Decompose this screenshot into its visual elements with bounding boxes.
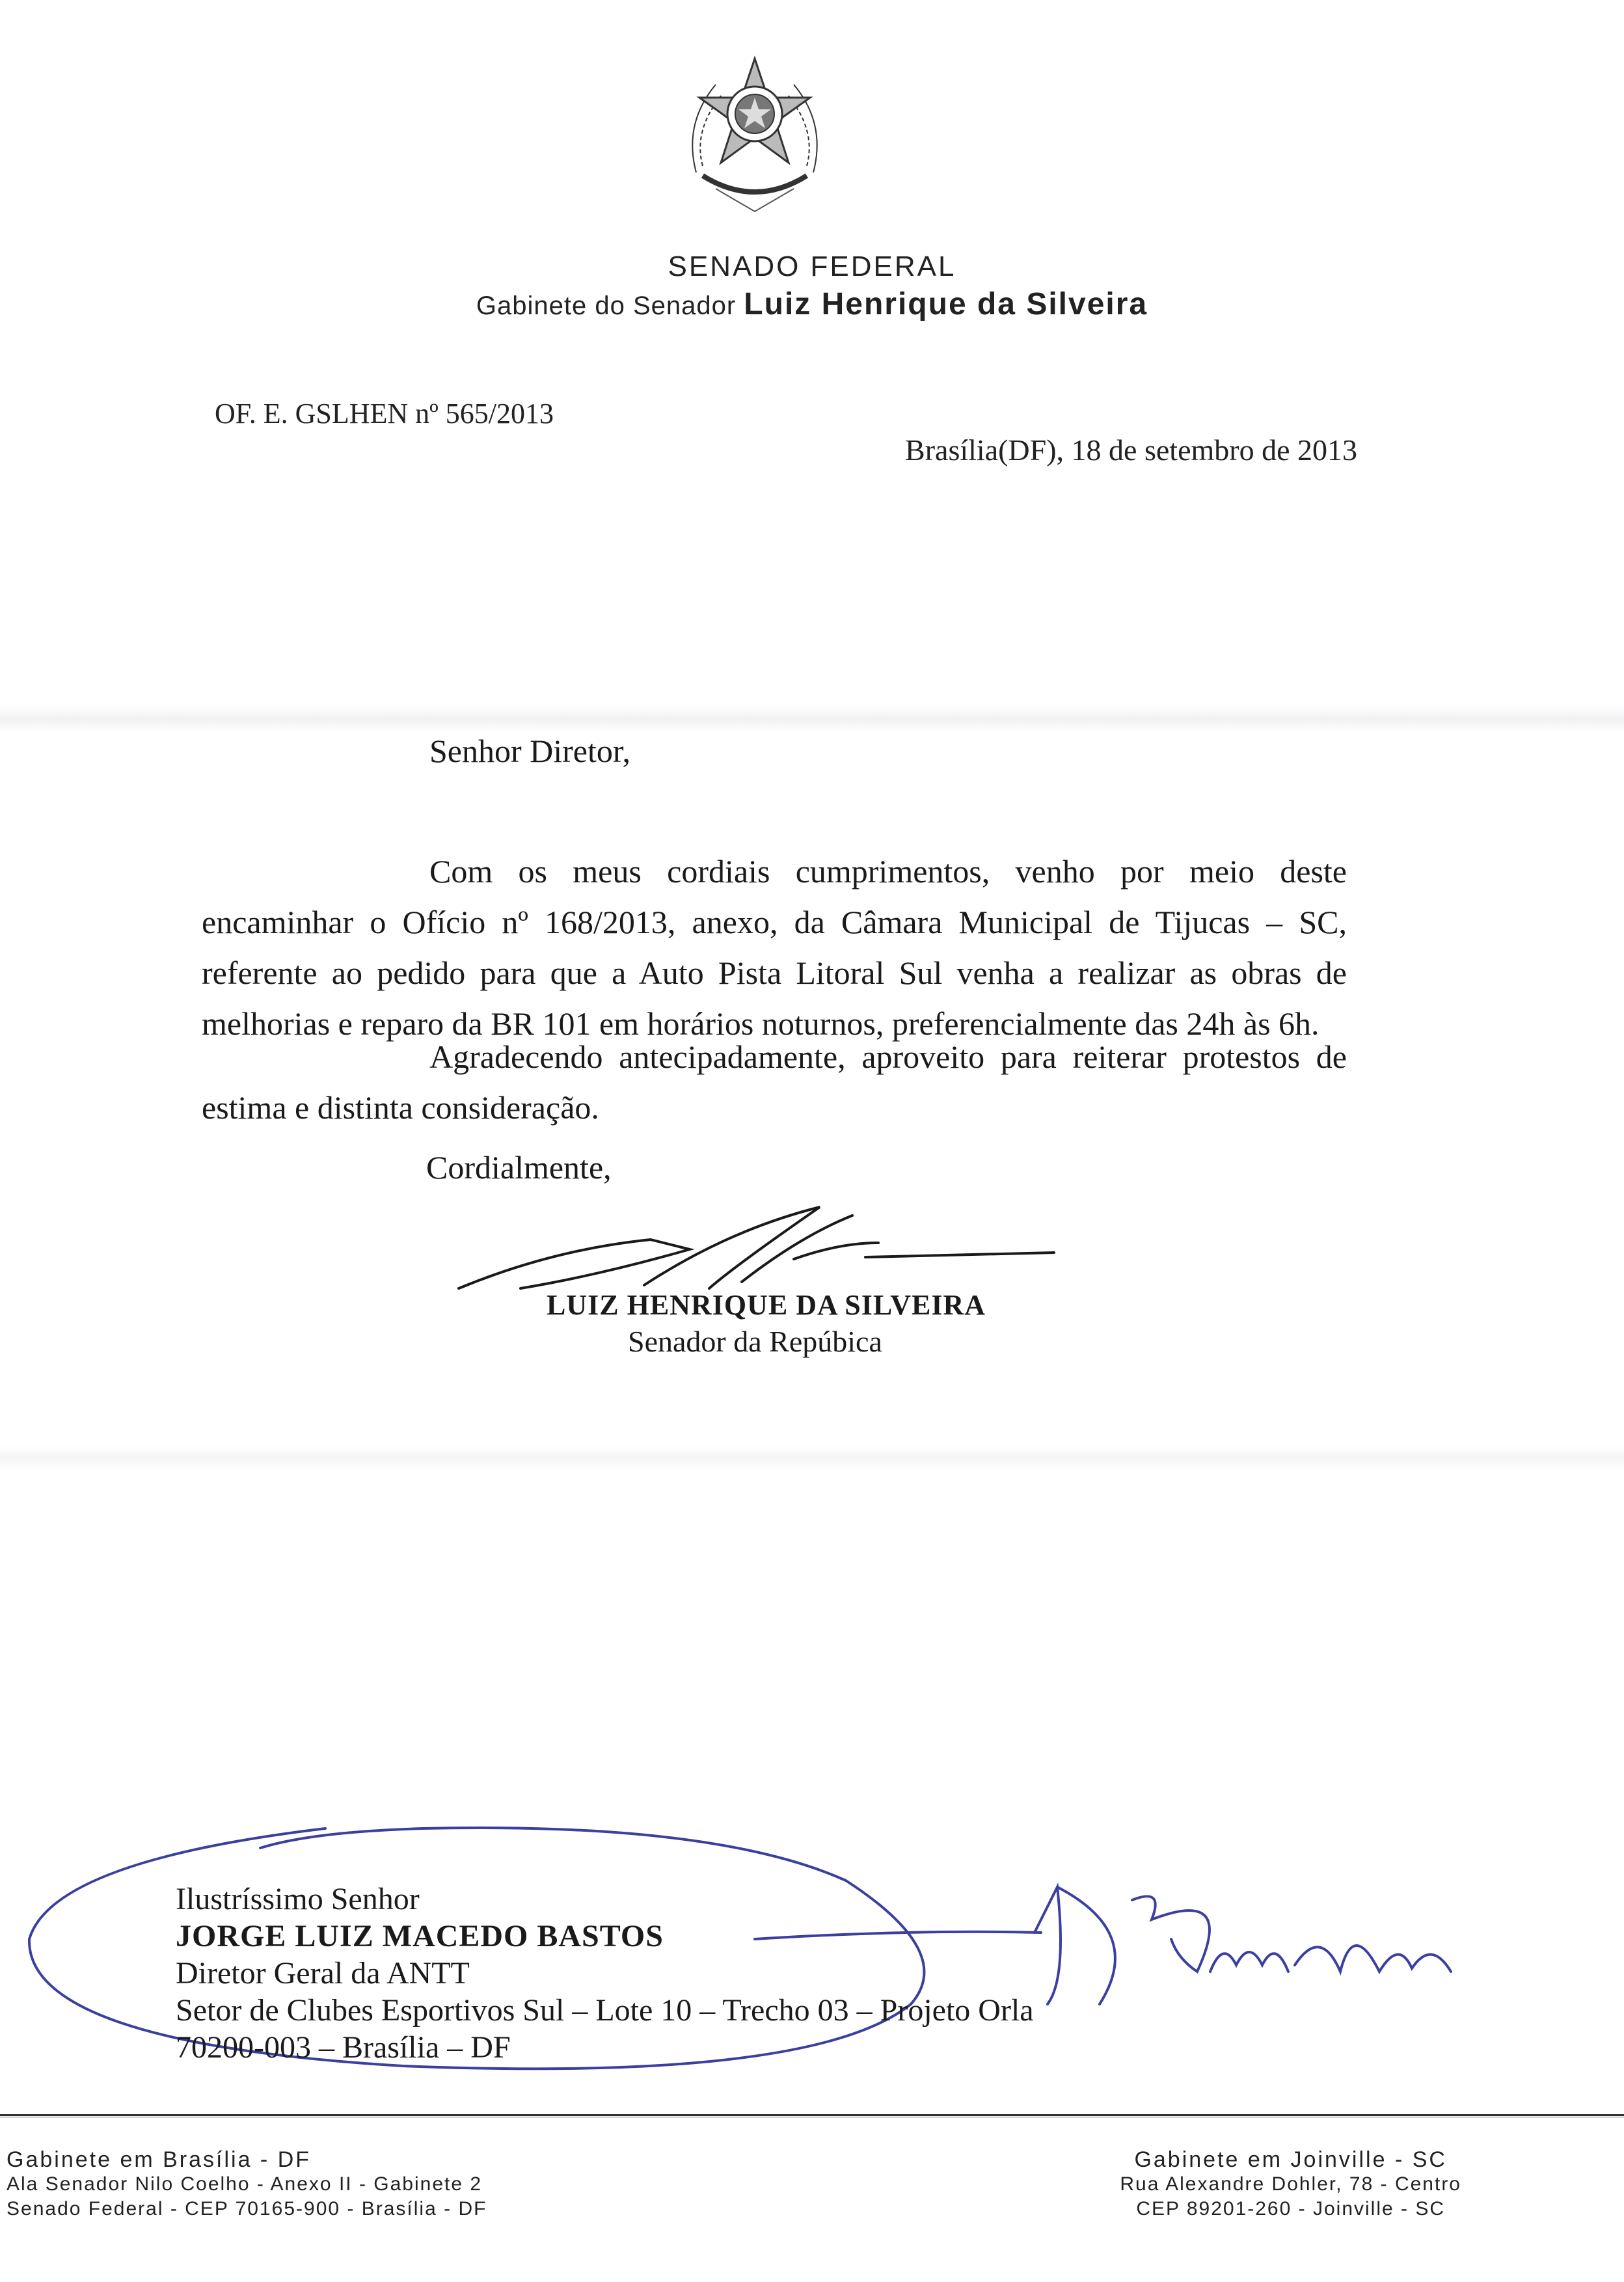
addressee-greeting: Ilustríssimo Senhor bbox=[176, 1882, 420, 1916]
office-line bbox=[0, 286, 1624, 322]
footer-left-line2: Senado Federal - CEP 70165-900 - Brasília - DF bbox=[7, 2198, 487, 2220]
letter-date: Brasília(DF), 18 de setembro de 2013 bbox=[905, 433, 1357, 467]
footer-left-line1: Ala Senador Nilo Coelho - Anexo II - Gabinete 2 bbox=[7, 2173, 483, 2195]
closing: Cordialmente, bbox=[426, 1149, 612, 1186]
signer-name: LUIZ HENRIQUE DA SILVEIRA bbox=[547, 1289, 986, 1321]
addressee-block bbox=[176, 1881, 1034, 2066]
footer-divider bbox=[0, 2112, 1624, 2119]
salutation: Senhor Diretor, bbox=[429, 733, 631, 769]
paper-fold-shadow bbox=[0, 706, 1624, 732]
signer-title: Senador da Repúbica bbox=[628, 1325, 882, 1358]
body-paragraph-2: Agradecendo antecipadamente, aproveito para reiterar protestos de estima e distinta consideração. bbox=[202, 1039, 1347, 1126]
paper-fold-shadow bbox=[0, 1445, 1624, 1471]
footer-right-line1: Rua Alexandre Dohler, 78 - Centro bbox=[1120, 2173, 1461, 2195]
footer-joinville-office bbox=[1120, 2147, 1461, 2221]
coat-of-arms-icon bbox=[677, 46, 833, 221]
footer-right-line2: CEP 89201-260 - Joinville - SC bbox=[1136, 2198, 1446, 2220]
addressee-name: JORGE LUIZ MACEDO BASTOS bbox=[176, 1919, 664, 1953]
footer-left-title: Gabinete em Brasília - DF bbox=[7, 2147, 312, 2172]
footer-right-title: Gabinete em Joinville - SC bbox=[1134, 2147, 1447, 2172]
senator-name: Luiz Henrique da Silveira bbox=[744, 287, 1148, 321]
addressee-role: Diretor Geral da ANTT bbox=[176, 1956, 470, 1990]
office-prefix: Gabinete do Senador bbox=[476, 292, 737, 320]
addressee-postal: 70200-003 – Brasília – DF bbox=[176, 2030, 511, 2065]
reference-number: OF. E. GSLHEN nº 565/2013 bbox=[215, 398, 554, 429]
footer-brasilia-office bbox=[7, 2147, 487, 2221]
body-paragraph-1: Com os meus cordiais cumprimentos, venho por meio deste encaminhar o Ofício nº 168/2013, anexo, da Câmara Municipal de Tijucas – SC, referente ao pedido para que a Auto Pista Litoral Sul venha a realizar as obras de melhorias e reparo da BR 101 em horários noturnos, preferencialmente das 24h às 6h. bbox=[202, 853, 1347, 1042]
addressee-address: Setor de Clubes Esportivos Sul – Lote 10 – Trecho 03 – Projeto Orla bbox=[176, 1993, 1034, 2028]
organization-name: SENADO FEDERAL bbox=[668, 251, 956, 282]
